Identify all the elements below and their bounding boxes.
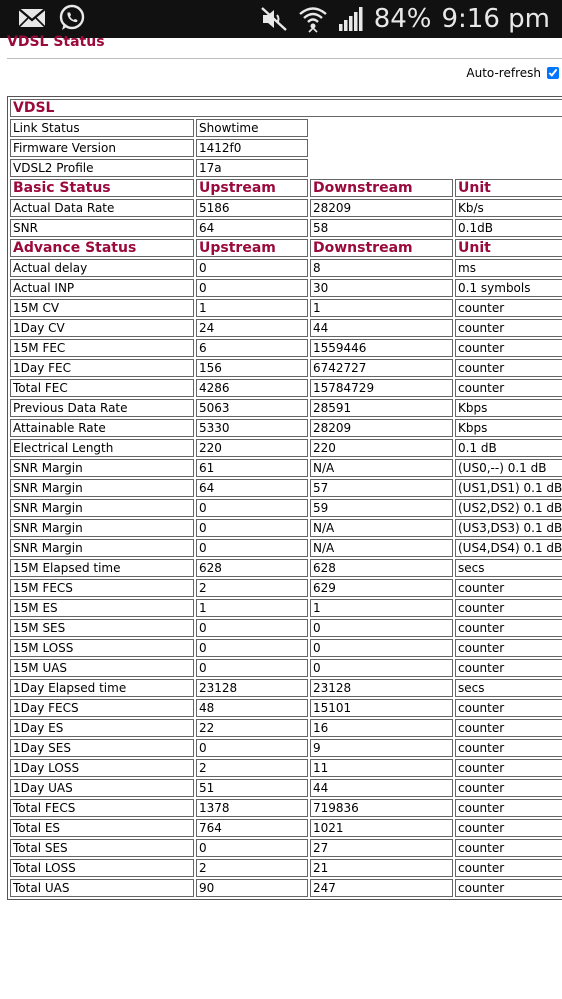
row-upstream: 0 [196, 839, 308, 857]
row-label: 15M ES [10, 599, 194, 617]
header-upstream: Upstream [196, 239, 308, 257]
row-unit: counter [455, 379, 562, 397]
row-downstream: 247 [310, 879, 453, 897]
row-label: SNR Margin [10, 459, 194, 477]
row-downstream: 58 [310, 219, 453, 237]
row-upstream: 5063 [196, 399, 308, 417]
row-downstream: 1559446 [310, 339, 453, 357]
row-downstream: 57 [310, 479, 453, 497]
email-icon [18, 7, 46, 29]
info-label: Link Status [10, 119, 194, 137]
row-unit: counter [455, 839, 562, 857]
row-unit: counter [455, 699, 562, 717]
row-downstream: 16 [310, 719, 453, 737]
empty-cell [455, 159, 562, 177]
row-downstream: 11 [310, 759, 453, 777]
row-unit: counter [455, 359, 562, 377]
row-downstream: 1 [310, 299, 453, 317]
row-upstream: 0 [196, 259, 308, 277]
row-upstream: 1 [196, 299, 308, 317]
row-label: 1Day Elapsed time [10, 679, 194, 697]
row-downstream: 220 [310, 439, 453, 457]
table-row [10, 799, 562, 817]
row-downstream: 21 [310, 859, 453, 877]
row-downstream: N/A [310, 519, 453, 537]
whatsapp-icon [58, 4, 86, 32]
row-label: Total ES [10, 819, 194, 837]
row-label: SNR [10, 219, 194, 237]
battery-percent: 84% [373, 4, 432, 34]
row-unit: counter [455, 819, 562, 837]
header-label: Advance Status [10, 239, 194, 257]
row-label: Actual INP [10, 279, 194, 297]
table-row [10, 679, 562, 697]
row-unit: counter [455, 719, 562, 737]
row-label: 15M FEC [10, 339, 194, 357]
row-downstream: 628 [310, 559, 453, 577]
row-label: 1Day FEC [10, 359, 194, 377]
row-unit: counter [455, 859, 562, 877]
row-unit: (US3,DS3) 0.1 dB [455, 519, 562, 537]
row-label: 15M Elapsed time [10, 559, 194, 577]
row-downstream: 9 [310, 739, 453, 757]
info-row [10, 139, 562, 157]
row-unit: 0.1dB [455, 219, 562, 237]
row-downstream: 23128 [310, 679, 453, 697]
table-row [10, 759, 562, 777]
row-downstream: 629 [310, 579, 453, 597]
basic-status-header [10, 179, 562, 197]
row-label: 1Day SES [10, 739, 194, 757]
row-downstream: 28591 [310, 399, 453, 417]
row-downstream: 719836 [310, 799, 453, 817]
table-row [10, 719, 562, 737]
row-downstream: 8 [310, 259, 453, 277]
row-label: Total FECS [10, 799, 194, 817]
empty-cell [310, 159, 453, 177]
clock: 9:16 pm [441, 4, 550, 34]
row-upstream: 2 [196, 579, 308, 597]
row-downstream: 0 [310, 659, 453, 677]
autorefresh-label: Auto-refresh [466, 66, 541, 80]
row-label: 15M FECS [10, 579, 194, 597]
row-upstream: 61 [196, 459, 308, 477]
table-row [10, 639, 562, 657]
advance-status-header [10, 239, 562, 257]
table-row [10, 659, 562, 677]
row-downstream: 0 [310, 619, 453, 637]
row-downstream: N/A [310, 459, 453, 477]
row-label: 1Day UAS [10, 779, 194, 797]
row-downstream: 15101 [310, 699, 453, 717]
empty-cell [455, 119, 562, 137]
row-upstream: 1378 [196, 799, 308, 817]
row-downstream: 44 [310, 319, 453, 337]
row-label: Previous Data Rate [10, 399, 194, 417]
row-unit: 0.1 dB [455, 439, 562, 457]
info-label: Firmware Version [10, 139, 194, 157]
section-title-vdsl: VDSL [10, 99, 562, 117]
row-unit: (US0,--) 0.1 dB [455, 459, 562, 477]
row-unit: counter [455, 739, 562, 757]
vdsl-status-panel [7, 96, 562, 900]
table-row [10, 859, 562, 877]
row-label: 15M SES [10, 619, 194, 637]
row-downstream: N/A [310, 539, 453, 557]
autorefresh-checkbox[interactable] [547, 67, 559, 79]
table-row [10, 479, 562, 497]
row-upstream: 0 [196, 519, 308, 537]
info-row [10, 159, 562, 177]
row-unit: counter [455, 799, 562, 817]
row-unit: counter [455, 659, 562, 677]
row-upstream: 0 [196, 279, 308, 297]
empty-cell [310, 119, 453, 137]
row-unit: counter [455, 599, 562, 617]
row-downstream: 28209 [310, 419, 453, 437]
wifi-icon [298, 5, 328, 33]
table-row [10, 739, 562, 757]
row-unit: secs [455, 679, 562, 697]
row-upstream: 0 [196, 539, 308, 557]
row-downstream: 44 [310, 779, 453, 797]
table-row [10, 379, 562, 397]
row-downstream: 1021 [310, 819, 453, 837]
table-row [10, 279, 562, 297]
row-label: Total UAS [10, 879, 194, 897]
row-unit: counter [455, 759, 562, 777]
row-upstream: 64 [196, 219, 308, 237]
row-unit: counter [455, 339, 562, 357]
row-label: 1Day CV [10, 319, 194, 337]
info-value: 1412f0 [196, 139, 308, 157]
row-unit: Kbps [455, 399, 562, 417]
info-label: VDSL2 Profile [10, 159, 194, 177]
row-upstream: 4286 [196, 379, 308, 397]
table-row [10, 439, 562, 457]
row-unit: Kbps [455, 419, 562, 437]
header-downstream: Downstream [310, 239, 453, 257]
table-row [10, 499, 562, 517]
row-downstream: 28209 [310, 199, 453, 217]
row-downstream: 59 [310, 499, 453, 517]
row-upstream: 0 [196, 619, 308, 637]
row-label: 15M UAS [10, 659, 194, 677]
row-downstream: 15784729 [310, 379, 453, 397]
row-upstream: 48 [196, 699, 308, 717]
table-row [10, 599, 562, 617]
row-upstream: 1 [196, 599, 308, 617]
row-upstream: 51 [196, 779, 308, 797]
empty-cell [310, 139, 453, 157]
row-label: 1Day ES [10, 719, 194, 737]
row-upstream: 764 [196, 819, 308, 837]
table-row [10, 259, 562, 277]
row-label: 15M LOSS [10, 639, 194, 657]
row-downstream: 1 [310, 599, 453, 617]
header-unit: Unit [455, 179, 562, 197]
row-label: 1Day FECS [10, 699, 194, 717]
empty-cell [455, 139, 562, 157]
table-row [10, 219, 562, 237]
row-downstream: 0 [310, 639, 453, 657]
table-row [10, 199, 562, 217]
row-label: Actual Data Rate [10, 199, 194, 217]
status-bar [0, 0, 562, 38]
row-label: Actual delay [10, 259, 194, 277]
row-unit: (US1,DS1) 0.1 dB [455, 479, 562, 497]
row-upstream: 0 [196, 639, 308, 657]
table-row [10, 579, 562, 597]
row-unit: secs [455, 559, 562, 577]
header-downstream: Downstream [310, 179, 453, 197]
row-upstream: 24 [196, 319, 308, 337]
row-unit: counter [455, 299, 562, 317]
row-upstream: 5186 [196, 199, 308, 217]
header-upstream: Upstream [196, 179, 308, 197]
signal-icon [338, 6, 364, 32]
page-title: VDSL Status [7, 34, 105, 50]
row-label: Total SES [10, 839, 194, 857]
table-row [10, 419, 562, 437]
row-label: Total LOSS [10, 859, 194, 877]
table-row [10, 399, 562, 417]
row-unit: counter [455, 879, 562, 897]
row-upstream: 0 [196, 659, 308, 677]
row-unit: (US4,DS4) 0.1 dB [455, 539, 562, 557]
row-upstream: 6 [196, 339, 308, 357]
row-upstream: 2 [196, 859, 308, 877]
row-label: SNR Margin [10, 479, 194, 497]
header-label: Basic Status [10, 179, 194, 197]
row-upstream: 156 [196, 359, 308, 377]
info-value: 17a [196, 159, 308, 177]
row-label: Attainable Rate [10, 419, 194, 437]
row-downstream: 6742727 [310, 359, 453, 377]
row-upstream: 64 [196, 479, 308, 497]
autorefresh-control[interactable] [466, 66, 559, 80]
info-value: Showtime [196, 119, 308, 137]
table-row [10, 819, 562, 837]
row-upstream: 23128 [196, 679, 308, 697]
row-label: Electrical Length [10, 439, 194, 457]
header-unit: Unit [455, 239, 562, 257]
row-unit: (US2,DS2) 0.1 dB [455, 499, 562, 517]
row-upstream: 22 [196, 719, 308, 737]
table-row [10, 559, 562, 577]
row-upstream: 90 [196, 879, 308, 897]
row-label: 1Day LOSS [10, 759, 194, 777]
row-label: SNR Margin [10, 519, 194, 537]
table-row [10, 619, 562, 637]
row-label: 15M CV [10, 299, 194, 317]
info-row [10, 119, 562, 137]
table-row [10, 779, 562, 797]
row-unit: ms [455, 259, 562, 277]
row-downstream: 30 [310, 279, 453, 297]
table-row [10, 699, 562, 717]
row-label: Total FEC [10, 379, 194, 397]
table-row [10, 519, 562, 537]
row-unit: counter [455, 619, 562, 637]
row-upstream: 0 [196, 499, 308, 517]
table-row [10, 299, 562, 317]
table-row [10, 539, 562, 557]
mute-icon [260, 6, 288, 32]
row-upstream: 220 [196, 439, 308, 457]
table-row [10, 339, 562, 357]
table-row [10, 359, 562, 377]
table-row [10, 459, 562, 477]
row-unit: 0.1 symbols [455, 279, 562, 297]
row-unit: counter [455, 579, 562, 597]
title-divider [7, 58, 562, 59]
vdsl-status-table [8, 97, 562, 899]
row-label: SNR Margin [10, 539, 194, 557]
row-upstream: 2 [196, 759, 308, 777]
row-unit: Kb/s [455, 199, 562, 217]
row-upstream: 5330 [196, 419, 308, 437]
row-upstream: 0 [196, 739, 308, 757]
table-row [10, 839, 562, 857]
row-downstream: 27 [310, 839, 453, 857]
row-label: SNR Margin [10, 499, 194, 517]
row-unit: counter [455, 319, 562, 337]
row-upstream: 628 [196, 559, 308, 577]
row-unit: counter [455, 779, 562, 797]
table-row [10, 319, 562, 337]
table-row [10, 879, 562, 897]
row-unit: counter [455, 639, 562, 657]
